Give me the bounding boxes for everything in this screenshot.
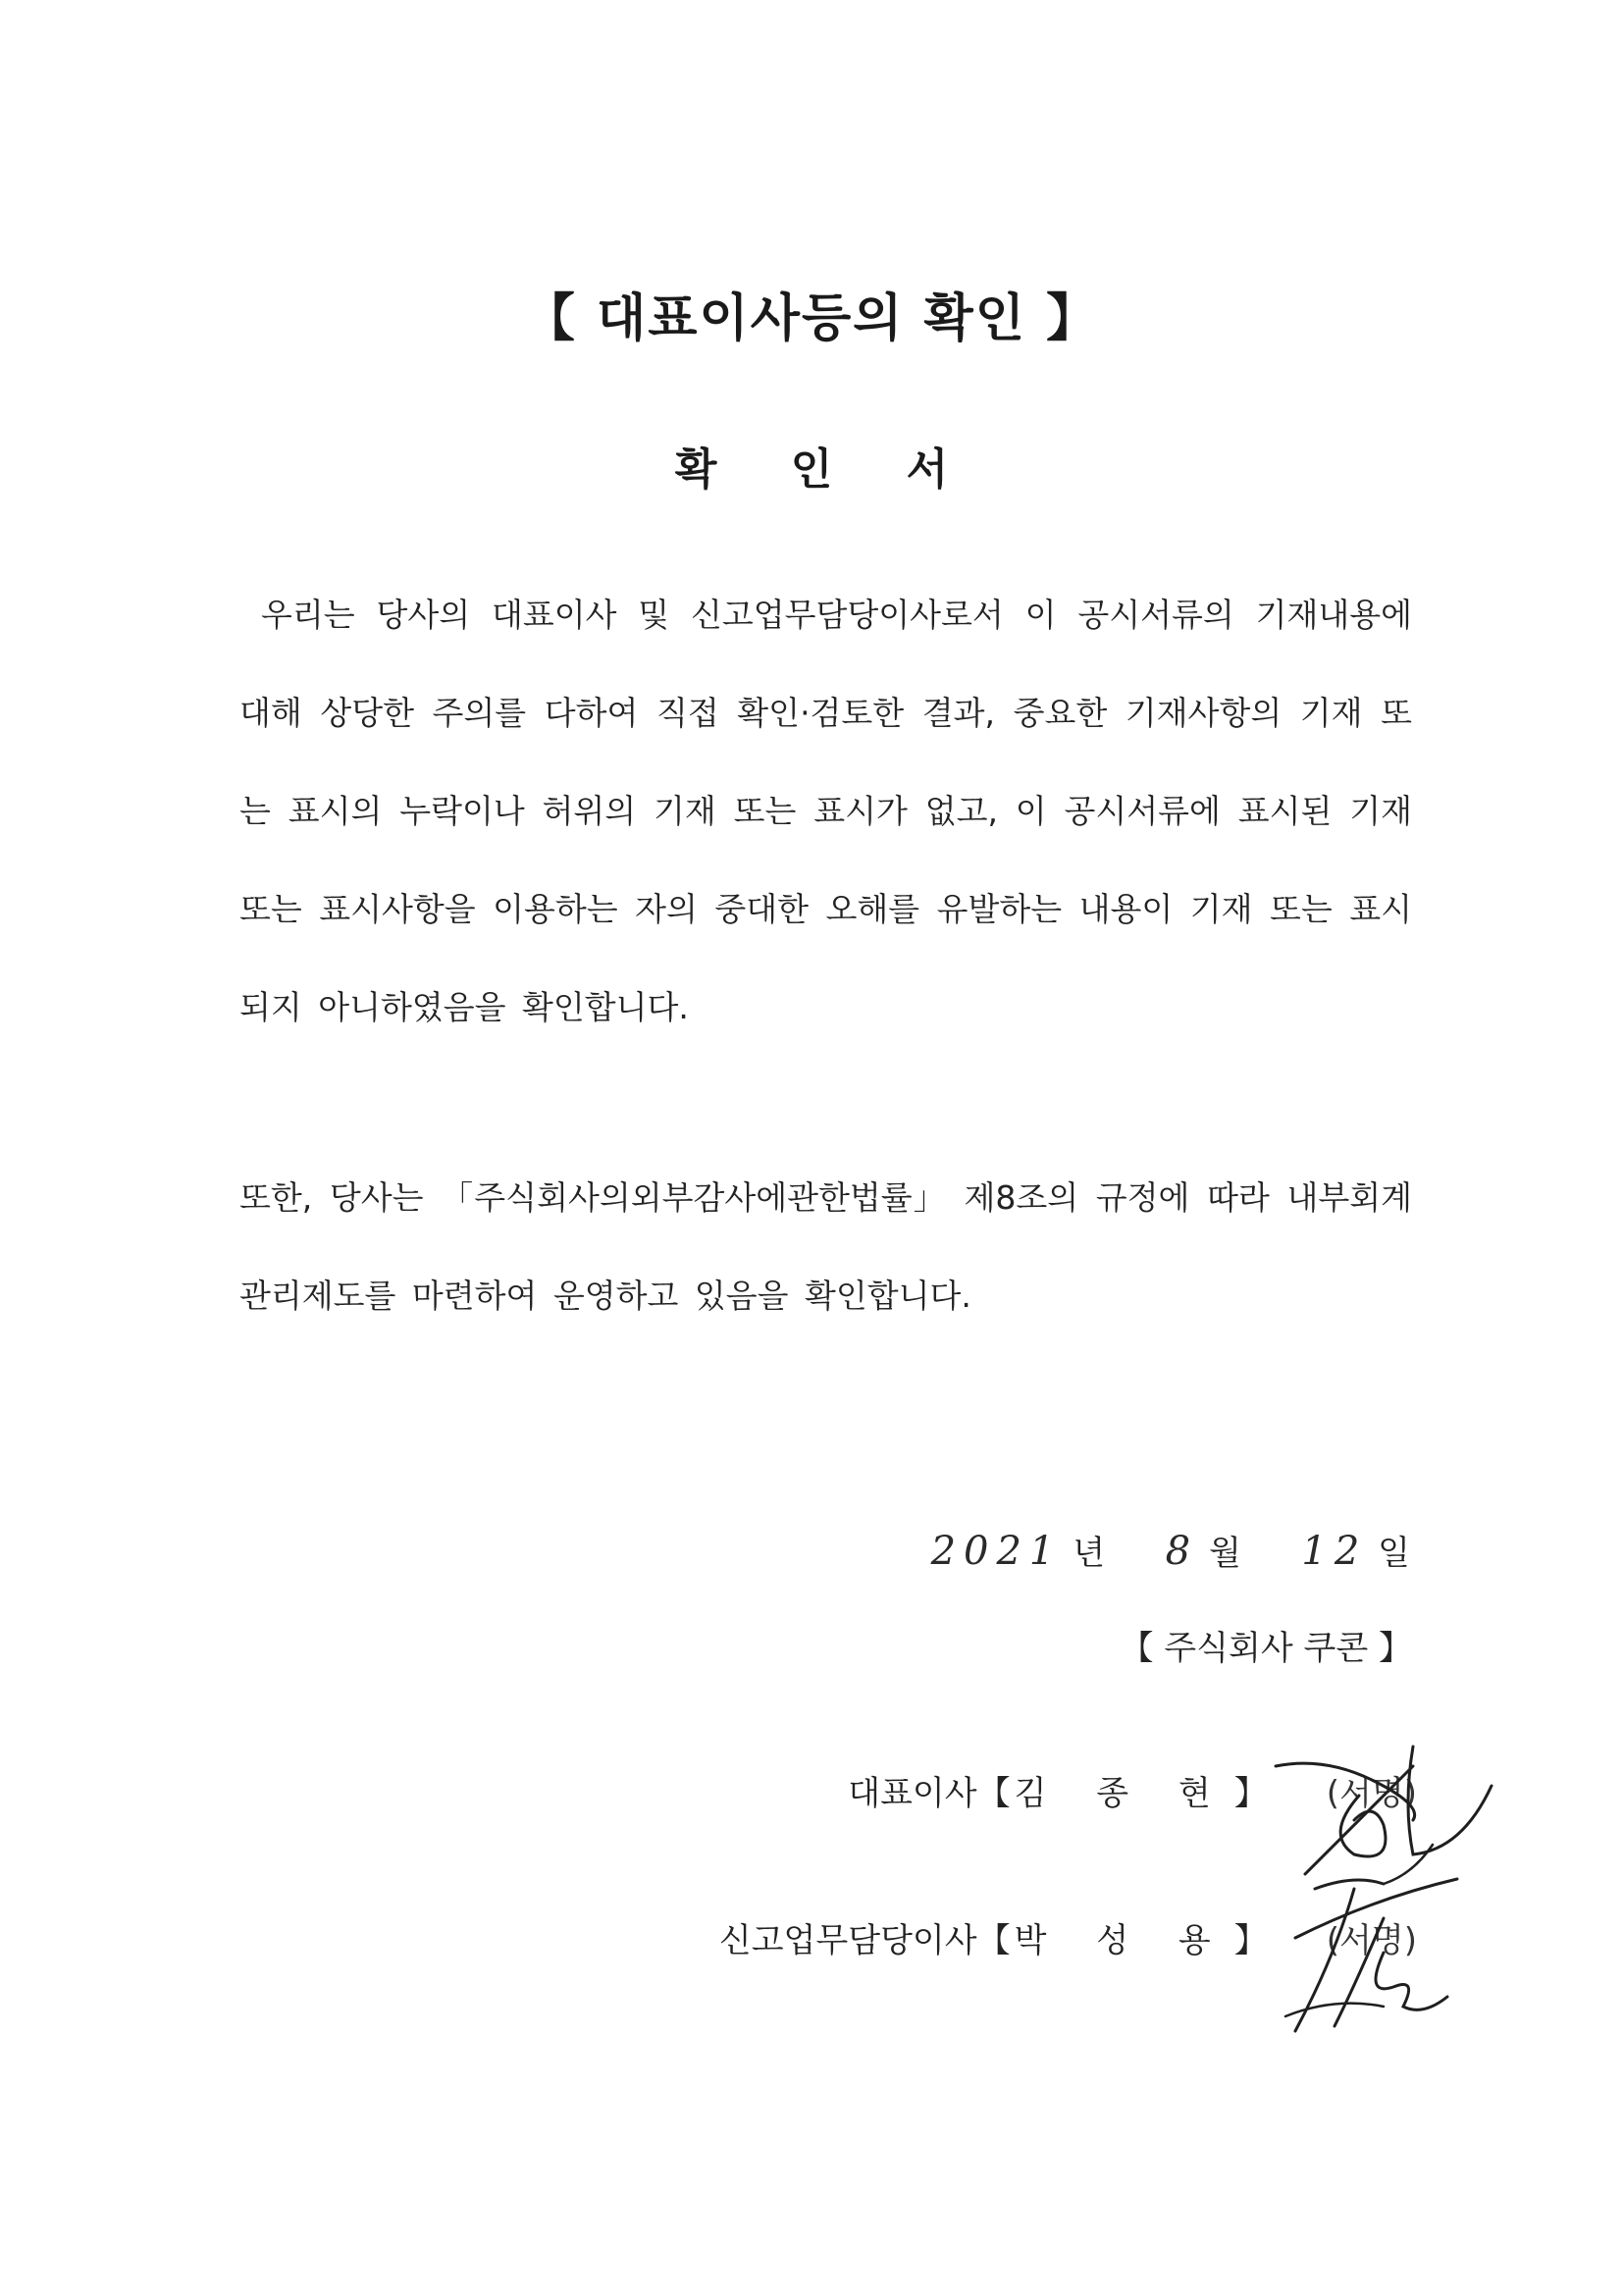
date-day-unit: 일 (1378, 1534, 1410, 1573)
signatory-name: 박 성 용 (1014, 1921, 1230, 1960)
signatory-name: 김 종 현 (1014, 1774, 1230, 1813)
director-handwritten-signature (1276, 1859, 1472, 2046)
date-year: 2021 (930, 1529, 1063, 1574)
signatory-role: 대표이사 (848, 1774, 977, 1813)
internal-control-paragraph: 또한, 당사는 「주식회사의외부감사에관한법률」 제8조의 규정에 따라 내부회계관리제도를 마련하여 운영하고 있음을 확인합니다. (239, 1178, 1412, 1315)
document-title: 【 대표이사등의 확인 】 (523, 289, 1100, 348)
confirmation-paragraph-text: 우리는 당사의 대표이사 및 신고업무담당이사로서 이 공시서류의 기재내용에 대해 상당한 주의를 다하여 직접 확인·검토한 결과, 중요한 기재사항의 기재 또는 표시의 누락이나 허위의 기재 또는 표시가 없고, 이 공시서류에 표시된 기재 또는 표시사항을 이용하는 자의 중대한 오해를 유발하는 내용이 기재 또는 표시되지 아니하였음을 확인합니다. (239, 596, 1412, 1026)
seal-label: (서명) (1326, 1774, 1417, 1813)
bracket-close: 】 (1233, 1921, 1268, 1960)
date-day: 12 (1301, 1529, 1368, 1574)
document-date (931, 1526, 1410, 1574)
bracket-open: 【 (976, 1774, 1011, 1813)
document-subtitle: 확 인 서 (674, 444, 978, 495)
seal-label: (서명) (1326, 1921, 1417, 1960)
date-year-unit: 년 (1073, 1534, 1106, 1573)
bracket-open: 【 (976, 1921, 1011, 1960)
date-month-unit: 월 (1208, 1534, 1241, 1573)
date-month: 8 (1165, 1529, 1199, 1574)
confirmation-paragraph (239, 566, 1412, 1057)
bracket-close: 】 (1233, 1774, 1268, 1813)
company-name: 【 주식회사 쿠콘 】 (1120, 1629, 1412, 1668)
signatory-role: 신고업무담당이사 (718, 1921, 977, 1960)
